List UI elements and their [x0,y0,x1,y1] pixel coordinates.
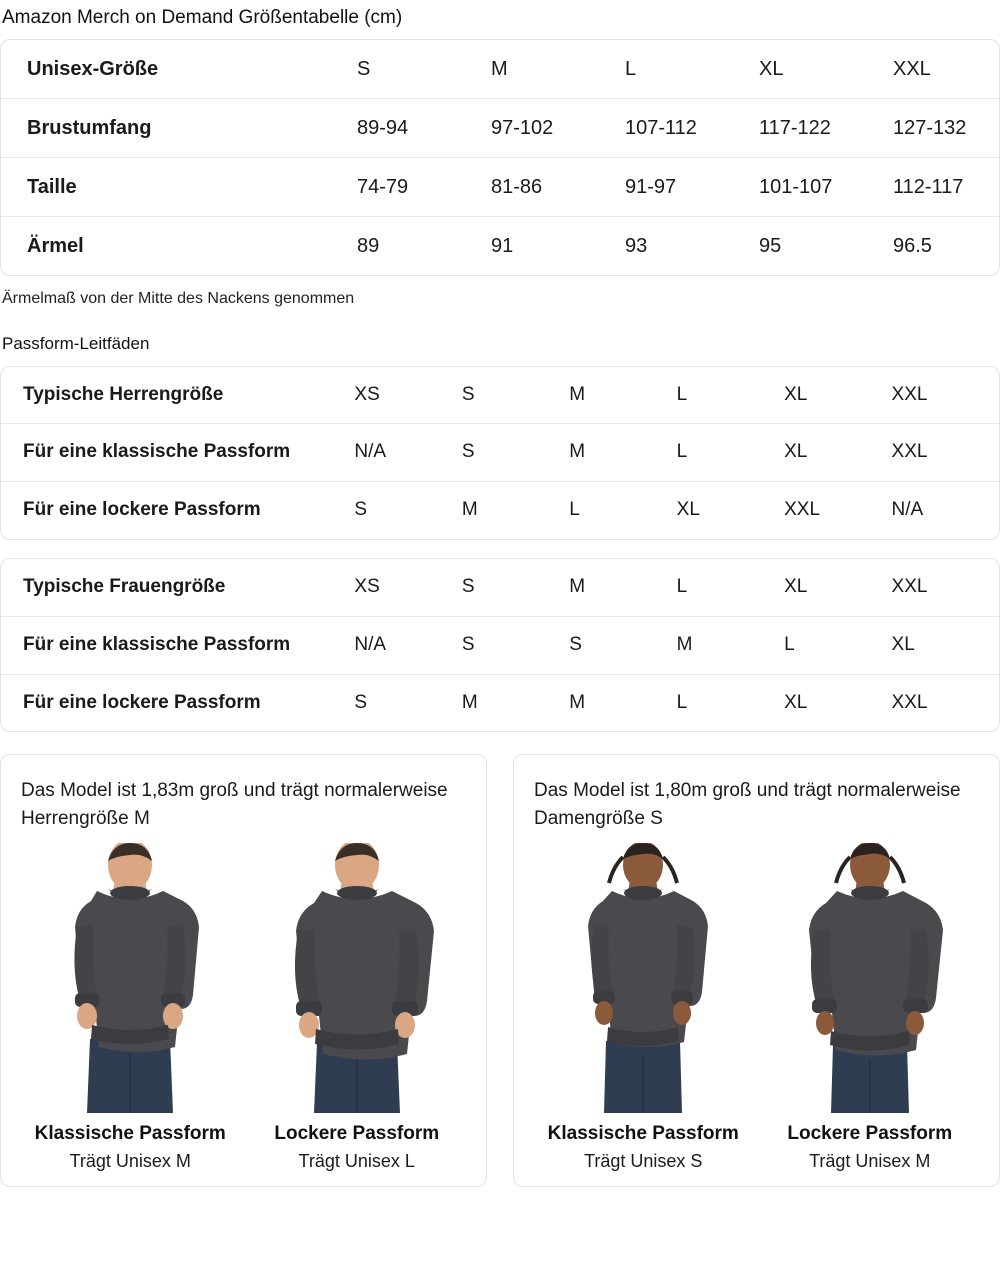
women-fit-row-label: Für eine lockere Passform [1,674,354,731]
table-row [1,424,999,482]
size-table-cell: S [357,57,371,80]
men-fit-cell: XS [354,383,380,405]
women-fit-cell: S [569,616,676,674]
men-fit-cell: XXL [892,424,999,482]
women-fit-cell: XXL [892,674,999,731]
women-fit-cell: M [462,674,569,731]
men-fit-cell: L [676,383,688,405]
men-fit-cell: XL [784,424,891,482]
table-row [1,674,999,731]
table-row [1,616,999,674]
size-table-cell: XXL [893,57,931,80]
page-title: Amazon Merch on Demand Größentabelle (cm) [2,7,403,28]
men-fit-cell: N/A [354,424,461,482]
table-row [1,216,1000,275]
table-row [1,157,1000,216]
table-row [1,482,999,539]
male-model-card [0,754,487,1187]
size-table-cell: 127-132 [893,98,1000,157]
male-classic-fit-image [35,843,225,1113]
size-table-cell: 97-102 [491,98,625,157]
size-table-cell: 91-97 [625,157,759,216]
women-fit-cell: M [569,576,586,598]
men-fit-cell: M [462,482,569,539]
women-fit-cell: XL [784,576,808,598]
male-relaxed-fit-label: Lockere Passform [274,1123,440,1145]
size-table-cell: 117-122 [759,98,893,157]
size-table-cell: L [625,57,637,80]
female-classic-fit-wears: Trägt Unisex S [584,1151,703,1172]
size-table [1,40,1000,275]
women-fit-cell: L [677,674,784,731]
women-fit-cell: L [784,616,891,674]
table-row [1,98,1000,157]
men-fit-cell: XL [784,383,808,405]
size-table-cell: 89-94 [357,98,491,157]
size-table-cell: M [491,57,508,80]
male-relaxed-fit-image [262,843,452,1113]
female-model-card [513,754,1000,1187]
men-fit-row-label: Für eine klassische Passform [1,424,354,482]
women-fit-row-label: Für eine klassische Passform [1,616,354,674]
size-table-row-label: Ärmel [1,216,357,275]
sleeve-measurement-note: Ärmelmaß von der Mitte des Nackens genommen [2,289,355,307]
size-table-cell: 112-117 [893,157,1000,216]
men-fit-cell: S [461,383,475,405]
female-figures [534,843,979,1172]
table-row [1,367,999,424]
men-fit-row-label: Typische Herrengröße [23,383,224,405]
size-table-cell: 107-112 [625,98,759,157]
men-fit-cell: L [677,424,784,482]
women-fit-table-card [0,558,1000,732]
women-fit-cell: XL [784,674,891,731]
fit-guides-label: Passform-Leitfäden [2,333,150,353]
female-model-caption: Das Model ist 1,80m groß und trägt normalerweise Damengröße S [534,780,961,830]
women-fit-cell: M [569,674,676,731]
male-classic-fit-wears: Trägt Unisex M [69,1151,191,1172]
women-fit-table [1,559,999,731]
female-relaxed-fit-figure [761,843,980,1172]
women-fit-cell: S [354,674,461,731]
size-table-cell: 96.5 [893,216,1000,275]
women-fit-cell: N/A [354,616,461,674]
men-fit-cell: N/A [892,482,999,539]
women-fit-cell: XS [354,576,380,598]
table-row [1,559,999,616]
men-fit-cell: XXL [891,383,928,405]
male-relaxed-fit-figure [248,843,467,1172]
female-classic-fit-label: Klassische Passform [547,1123,739,1145]
size-table-card [0,39,1000,276]
men-fit-cell: L [569,482,676,539]
men-fit-table [1,367,999,539]
men-fit-cell: M [569,383,586,405]
table-row [1,40,1000,99]
women-fit-cell: M [677,616,784,674]
size-table-row-label: Brustumfang [1,98,357,157]
women-fit-cell: XL [892,616,999,674]
size-table-row-label: Unisex-Größe [27,57,159,80]
model-cards-row [0,754,1000,1187]
size-table-cell: 89 [357,216,491,275]
female-classic-fit-image [548,843,738,1113]
male-classic-fit-figure [21,843,240,1172]
female-relaxed-fit-image [775,843,965,1113]
male-figures [21,843,466,1172]
female-relaxed-fit-label: Lockere Passform [787,1123,953,1145]
size-table-cell: XL [759,57,784,80]
size-table-cell: 91 [491,216,625,275]
men-fit-cell: XL [677,482,784,539]
female-classic-fit-figure [534,843,753,1172]
male-model-caption: Das Model ist 1,83m groß und trägt normalerweise Herrengröße M [21,780,448,830]
size-table-cell: 74-79 [357,157,491,216]
women-fit-cell: L [676,576,688,598]
size-table-cell: 101-107 [759,157,893,216]
male-relaxed-fit-wears: Trägt Unisex L [298,1151,415,1172]
female-relaxed-fit-wears: Trägt Unisex M [809,1151,931,1172]
male-classic-fit-label: Klassische Passform [34,1123,226,1145]
men-fit-table-card [0,366,1000,540]
women-fit-cell: XXL [891,576,928,598]
men-fit-cell: S [462,424,569,482]
women-fit-cell: S [461,576,475,598]
size-table-cell: 81-86 [491,157,625,216]
women-fit-row-label: Typische Frauengröße [23,576,226,598]
women-fit-cell: S [462,616,569,674]
men-fit-cell: S [354,482,461,539]
size-table-row-label: Taille [1,157,357,216]
size-table-cell: 95 [759,216,893,275]
size-table-cell: 93 [625,216,759,275]
men-fit-cell: M [569,424,676,482]
men-fit-cell: XXL [784,482,891,539]
men-fit-row-label: Für eine lockere Passform [1,482,354,539]
